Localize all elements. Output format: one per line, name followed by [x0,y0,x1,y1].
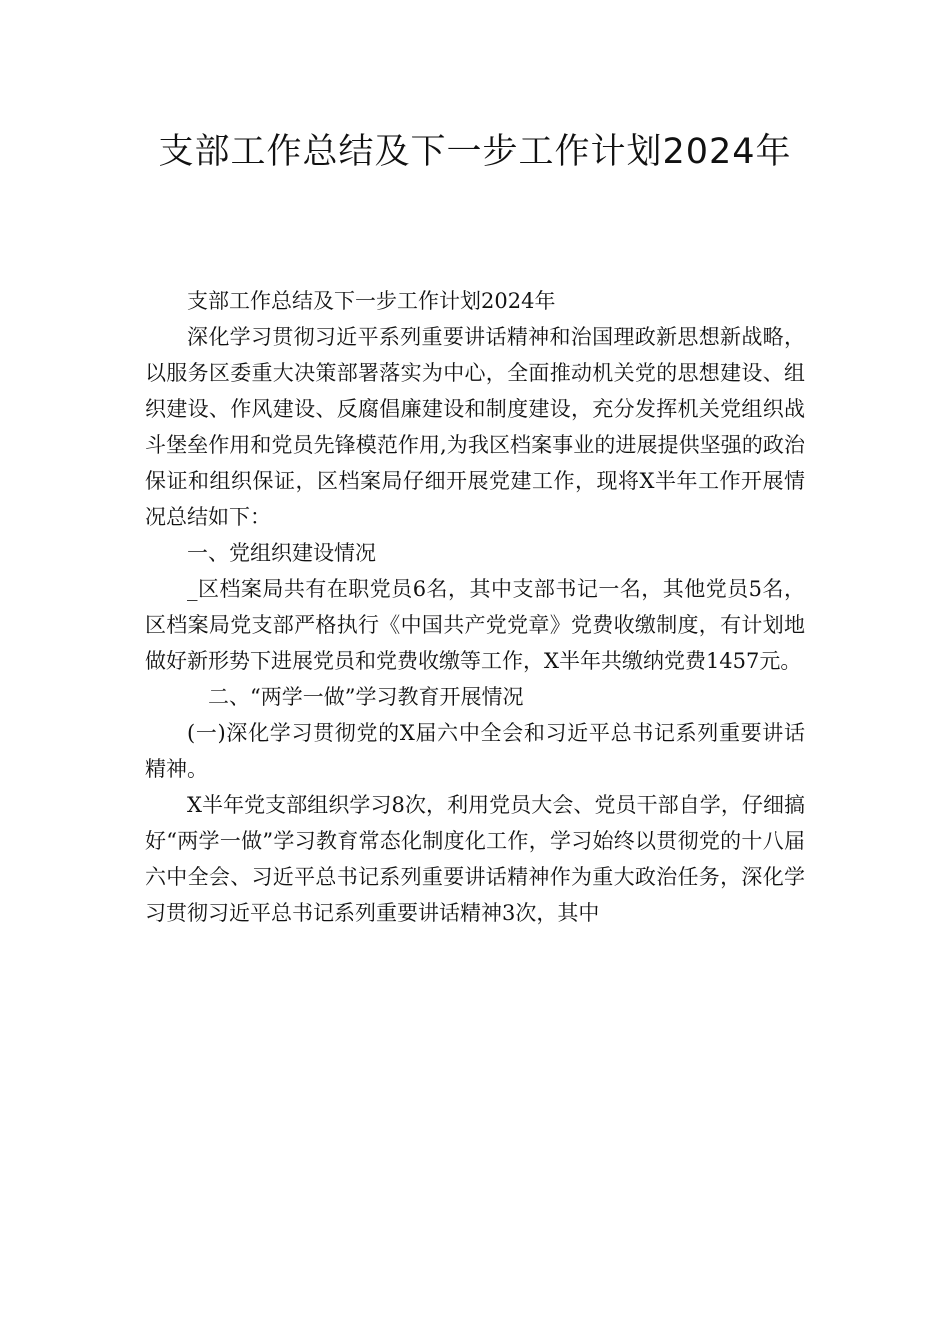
document-title: 支部工作总结及下一步工作计划2024年 [158,132,792,172]
document-body [145,283,805,931]
section-heading-1: 一、党组织建设情况 [187,541,376,565]
paragraph-subtitle: 支部工作总结及下一步工作计划2024年 [187,289,556,313]
paragraph-intro: 深化学习贯彻习近平系列重要讲话精神和治国理政新思想新战略，以服务区委重大决策部署落实为中心，全面推动机关党的思想建设、组织建设、作风建设、反腐倡廉建设和制度建设，充分发挥机关党组织战斗堡垒作用和党员先锋模范作用,为我区档案事业的进展提供坚强的政治保证和组织保证，区档案局仔细开展党建工作，现将X半年工作开展情况总结如下： [145,325,805,529]
subsection-heading-1: (一)深化学习贯彻党的X届六中全会和习近平总书记系列重要讲话精神。 [145,721,805,781]
paragraph-study-activities: X半年党支部组织学习8次，利用党员大会、党员干部自学，仔细搞好“两学一做”学习教育常态化制度化工作，学习始终以贯彻党的十八届六中全会、习近平总书记系列重要讲话精神作为重大政治任务，深化学习贯彻习近平总书记系列重要讲话精神3次，其中 [145,793,805,925]
paragraph-party-organization: _区档案局共有在职党员6名，其中支部书记一名，其他党员5名，区档案局党支部严格执行《中国共产党党章》党费收缴制度，有计划地做好新形势下进展党员和党费收缴等工作，X半年共缴纳党费1457元。 [145,577,805,673]
section-heading-2: 二、“两学一做”学习教育开展情况 [208,685,524,709]
